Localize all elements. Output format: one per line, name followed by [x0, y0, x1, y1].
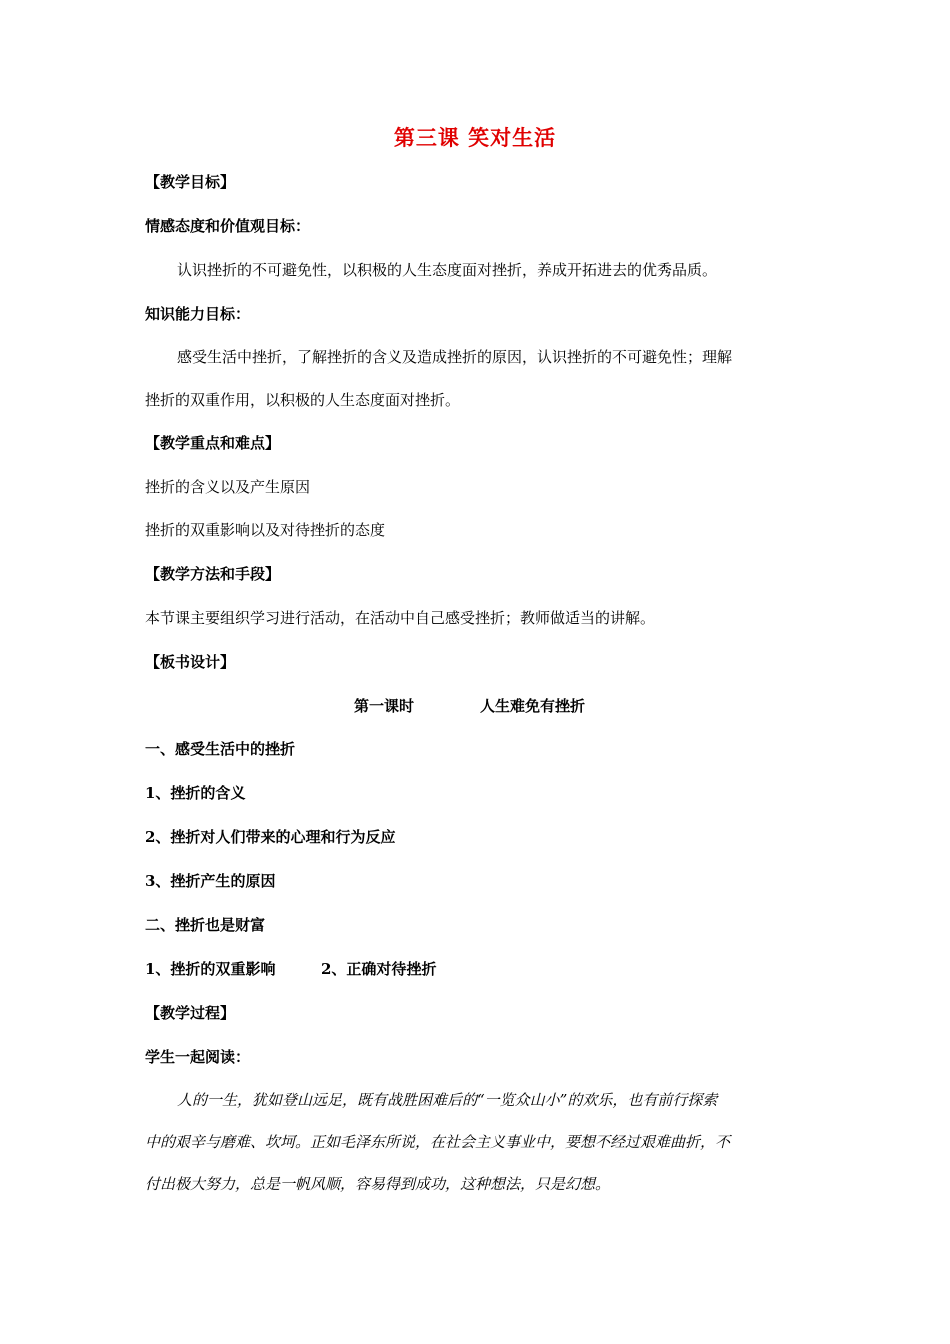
board-item-5: 二、挫折也是财富 — [145, 916, 266, 934]
key-point-2: 挫折的双重影响以及对待挫折的态度 — [145, 521, 386, 539]
board-lesson-title: 人生难免有挫折 — [480, 697, 586, 715]
process-heading: 【教学过程】 — [145, 1004, 236, 1022]
reading-text-1: 人的一生，犹如登山远足，既有战胜困难后的“一览众山小”的欢乐，也有前行探索 — [177, 1091, 718, 1109]
reading-text-2: 中的艰辛与磨难、坎坷。正如毛泽东所说，在社会主义事业中，要想不经过艰难曲折，不 — [145, 1133, 731, 1151]
key-points-heading: 【教学重点和难点】 — [145, 434, 281, 452]
key-point-1: 挫折的含义以及产生原因 — [145, 478, 311, 496]
methods-text: 本节课主要组织学习进行活动，在活动中自己感受挫折；教师做适当的讲解。 — [145, 609, 656, 627]
reading-label: 学生一起阅读： — [145, 1048, 251, 1066]
board-item-1: 一、感受生活中的挫折 — [145, 740, 296, 758]
objectives-heading: 【教学目标】 — [145, 173, 236, 191]
knowledge-goal-text-1: 感受生活中挫折，了解挫折的含义及造成挫折的原因，认识挫折的不可避免性；理解 — [177, 348, 733, 366]
page-title: 第三课 笑对生活 — [393, 125, 557, 150]
methods-heading: 【教学方法和手段】 — [145, 565, 281, 583]
reading-text-3: 付出极大努力，总是一帆风顺，容易得到成功，这种想法，只是幻想。 — [145, 1175, 611, 1193]
board-item-4: 3、挫折产生的原因 — [145, 872, 276, 890]
board-item-6a: 1、挫折的双重影响 — [145, 960, 276, 978]
knowledge-goal-label: 知识能力目标： — [145, 305, 251, 323]
board-heading: 【板书设计】 — [145, 653, 236, 671]
board-item-3: 2、挫折对人们带来的心理和行为反应 — [145, 828, 396, 846]
board-item-6b: 2、正确对待挫折 — [321, 960, 437, 978]
emotion-goal-text: 认识挫折的不可避免性，以积极的人生态度面对挫折，养成开拓进去的优秀品质。 — [177, 261, 718, 279]
emotion-goal-label: 情感态度和价值观目标： — [145, 217, 311, 235]
board-lesson: 第一课时 — [354, 697, 415, 715]
knowledge-goal-text-2: 挫折的双重作用，以积极的人生态度面对挫折。 — [145, 391, 461, 409]
board-item-2: 1、挫折的含义 — [145, 784, 246, 802]
